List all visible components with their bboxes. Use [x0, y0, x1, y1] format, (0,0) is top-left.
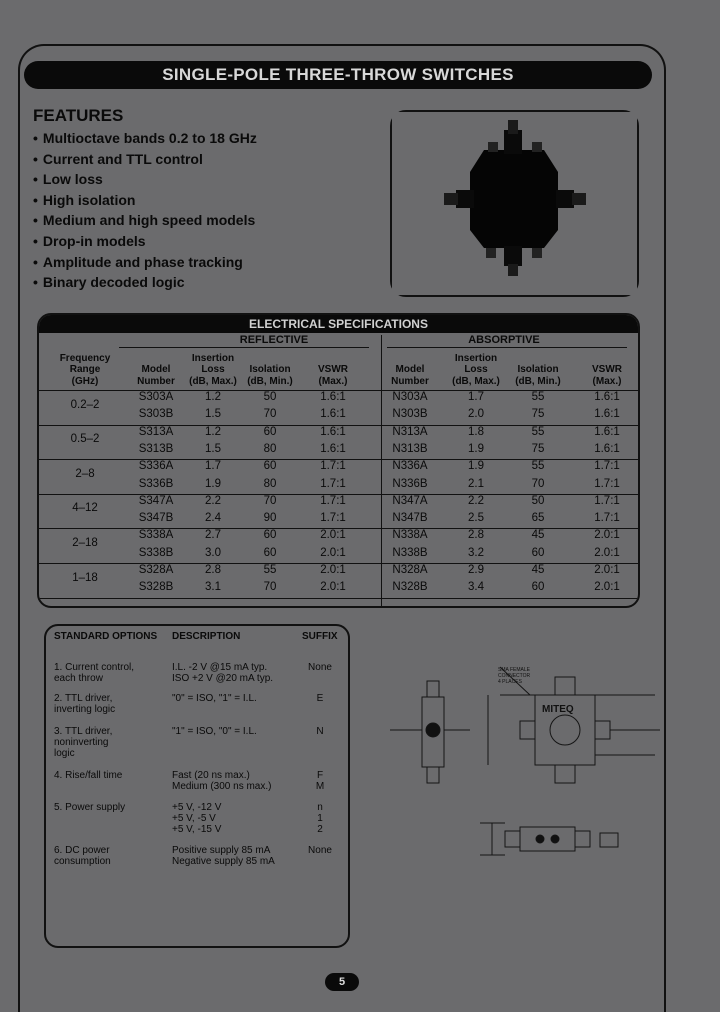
isolation-header: (dB, Min.): [515, 375, 561, 387]
spec-cell: 80: [263, 477, 277, 490]
spec-cell: N347A: [392, 494, 428, 507]
spec-cell: 70: [263, 408, 277, 421]
insertion-loss-header: (dB, Max.): [452, 375, 500, 387]
freq-range-cell: 1–18: [72, 571, 98, 584]
connector-note-1: SMA FEMALE: [498, 667, 530, 673]
option-suffix: None: [308, 662, 332, 673]
brand-label: MITEQ: [542, 704, 574, 715]
freq-range-header: (GHz): [71, 375, 99, 387]
spec-cell: 1.6:1: [594, 442, 620, 455]
spec-cell: 2.2: [468, 494, 484, 507]
spec-cell: 1.6:1: [594, 391, 620, 403]
spec-cell: S338B: [138, 546, 174, 559]
insertion-loss-header: Insertion: [454, 352, 498, 364]
reflective-group-label: REFLECTIVE: [239, 334, 309, 346]
electrical-specifications-table: [37, 313, 640, 608]
option-name: 1. Current control,: [54, 662, 135, 673]
spec-cell: 1.9: [468, 442, 484, 455]
spec-cell: 2.0: [468, 408, 484, 421]
spec-cell: N313A: [392, 425, 428, 438]
spec-cell: 2.8: [205, 564, 221, 576]
vswr-header: VSWR: [318, 364, 348, 375]
mechanical-outline-diagram: [380, 655, 670, 885]
option-suffix: None: [308, 845, 332, 856]
option-description: Fast (20 ns max.): [172, 770, 250, 781]
page-title: SINGLE-POLE THREE-THROW SWITCHES: [24, 61, 652, 89]
spec-cell: 50: [263, 391, 277, 403]
spec-cell: 60: [263, 460, 277, 473]
spec-cell: 1.6:1: [594, 425, 620, 438]
spec-cell: 2.0:1: [594, 529, 620, 542]
feature-item: • Multioctave bands 0.2 to 18 GHz: [33, 128, 257, 149]
options-header: STANDARD OPTIONS: [54, 631, 158, 642]
spec-cell: 2.0:1: [320, 564, 346, 576]
spec-cell: 1.6:1: [320, 408, 346, 421]
freq-range-cell: 0.2–2: [70, 398, 100, 411]
option-suffix: M: [315, 781, 325, 792]
spec-title: ELECTRICAL SPECIFICATIONS: [39, 315, 638, 333]
feature-item: • Low loss: [33, 169, 257, 190]
freq-range-header: Range: [69, 364, 101, 375]
feature-item: • High isolation: [33, 190, 257, 211]
spec-cell: 3.0: [205, 546, 221, 559]
spec-cell: 1.7:1: [594, 477, 620, 490]
spec-cell: 1.5: [205, 442, 221, 455]
vswr-header: (Max.): [318, 375, 348, 387]
spec-cell: 2.0:1: [594, 546, 620, 559]
spec-cell: N303B: [392, 408, 428, 421]
insertion-loss-header: Loss: [464, 364, 488, 375]
spec-cell: N338A: [392, 529, 428, 542]
spec-cell: 2.4: [205, 512, 221, 525]
spec-cell: 2.8: [468, 529, 484, 542]
spec-cell: 3.4: [468, 581, 484, 594]
spec-cell: 55: [531, 391, 545, 403]
option-description: Positive supply 85 mA: [172, 845, 271, 856]
spec-cell: 80: [263, 442, 277, 455]
spec-cell: 2.0:1: [594, 564, 620, 576]
spec-cell: 60: [263, 425, 277, 438]
option-suffix: N: [316, 726, 324, 737]
spec-cell: 1.7:1: [594, 494, 620, 507]
spec-cell: 2.1: [468, 477, 484, 490]
spec-cell: 1.6:1: [594, 408, 620, 421]
spec-cell: 60: [263, 546, 277, 559]
spec-cell: 1.5: [205, 408, 221, 421]
option-description: I.L. -2 V @15 mA typ.: [172, 662, 268, 673]
spec-cell: 1.2: [205, 391, 221, 403]
freq-range-cell: 2–8: [75, 467, 95, 480]
spec-cell: 60: [263, 529, 277, 542]
spec-cell: N338B: [392, 546, 428, 559]
option-name: 3. TTL driver,: [54, 726, 113, 737]
spec-cell: 1.9: [468, 460, 484, 473]
model-header: Model: [141, 364, 171, 375]
isolation-header: (dB, Min.): [247, 375, 293, 387]
spec-cell: 70: [263, 581, 277, 594]
spec-cell: N328A: [392, 564, 428, 576]
spec-cell: 45: [531, 564, 545, 576]
option-suffix: E: [316, 693, 324, 704]
option-suffix: n: [317, 802, 323, 813]
option-description: Medium (300 ns max.): [172, 781, 272, 792]
spec-cell: S347B: [138, 512, 174, 525]
absorptive-group-label: ABSORPTIVE: [468, 334, 540, 346]
spec-cell: S303B: [138, 408, 174, 421]
spec-cell: 2.0:1: [320, 529, 346, 542]
option-description: "1" = ISO, "0" = I.L.: [172, 726, 257, 737]
feature-item: • Drop-in models: [33, 231, 257, 252]
spec-cell: 2.7: [205, 529, 221, 542]
spec-cell: 2.0:1: [594, 581, 620, 594]
spec-cell: 60: [531, 546, 545, 559]
rule: [39, 528, 640, 529]
spec-cell: 2.0:1: [320, 546, 346, 559]
spec-cell: 2.0:1: [320, 581, 346, 594]
spec-cell: N336B: [392, 477, 428, 490]
spec-cell: 1.7: [205, 460, 221, 473]
spec-cell: 1.7:1: [594, 460, 620, 473]
model-header: Model: [395, 364, 425, 375]
feature-item: • Binary decoded logic: [33, 272, 257, 293]
page-number: 5: [325, 973, 359, 991]
spec-cell: N313B: [392, 442, 428, 455]
suffix-header: SUFFIX: [302, 631, 338, 642]
rule: [39, 598, 640, 599]
spec-cell: 1.6:1: [320, 442, 346, 455]
spec-cell: 1.7:1: [594, 512, 620, 525]
spec-cell: 1.6:1: [320, 425, 346, 438]
option-description: "0" = ISO, "1" = I.L.: [172, 693, 257, 704]
option-name: each throw: [54, 673, 103, 684]
freq-range-cell: 4–12: [72, 502, 98, 515]
spec-cell: S303A: [138, 391, 174, 403]
insertion-loss-header: Insertion: [191, 352, 235, 364]
spec-cell: S313A: [138, 425, 174, 438]
option-name: inverting logic: [54, 704, 116, 715]
freq-range-cell: 0.5–2: [70, 433, 100, 446]
spec-cell: N336A: [392, 460, 428, 473]
rule: [387, 347, 627, 348]
standard-options-table: [44, 624, 350, 948]
spec-cell: 1.7:1: [320, 460, 346, 473]
spec-cell: S347A: [138, 494, 174, 507]
option-name: 6. DC power: [54, 845, 110, 856]
spec-cell: N347B: [392, 512, 428, 525]
rule: [39, 563, 640, 564]
freq-range-cell: 2–18: [72, 537, 98, 550]
spec-cell: 65: [531, 512, 545, 525]
product-photo: [390, 110, 639, 297]
rule: [381, 335, 382, 608]
option-name: noninverting: [54, 737, 109, 748]
spec-cell: 75: [531, 442, 545, 455]
spec-cell: 70: [263, 494, 277, 507]
spec-cell: 1.7:1: [320, 477, 346, 490]
vswr-header: VSWR: [592, 364, 622, 375]
rule: [39, 494, 640, 495]
spec-cell: 2.5: [468, 512, 484, 525]
rule: [39, 425, 640, 426]
spec-cell: 45: [531, 529, 545, 542]
spec-cell: 2.9: [468, 564, 484, 576]
feature-item: • Medium and high speed models: [33, 210, 257, 231]
connector-note-2: CONNECTOR: [498, 673, 531, 679]
spec-cell: 70: [531, 477, 545, 490]
switch-module-image: [392, 112, 637, 295]
option-description: ISO +2 V @20 mA typ.: [172, 673, 274, 684]
feature-item: • Current and TTL control: [33, 149, 257, 170]
option-description: +5 V, -12 V: [172, 802, 222, 813]
insertion-loss-header: Loss: [201, 364, 225, 375]
spec-cell: 1.9: [205, 477, 221, 490]
option-description: Negative supply 85 mA: [172, 856, 275, 867]
isolation-header: Isolation: [249, 364, 291, 375]
rule: [119, 347, 369, 348]
spec-cell: 1.7: [468, 391, 484, 403]
connector-note-3: 4 PLACES: [498, 679, 522, 685]
outline-drawing: [380, 655, 670, 890]
rule: [39, 459, 640, 460]
option-name: 2. TTL driver,: [54, 693, 113, 704]
option-suffix: 1: [317, 813, 323, 824]
model-header: Number: [137, 375, 175, 387]
option-name: consumption: [54, 856, 111, 867]
option-name: 5. Power supply: [54, 802, 126, 813]
spec-cell: 1.7:1: [320, 494, 346, 507]
feature-item: • Amplitude and phase tracking: [33, 252, 257, 273]
option-suffix: F: [316, 770, 324, 781]
spec-cell: N328B: [392, 581, 428, 594]
option-description: +5 V, -15 V: [172, 824, 222, 835]
spec-cell: S336A: [138, 460, 174, 473]
spec-cell: 75: [531, 408, 545, 421]
vswr-header: (Max.): [592, 375, 622, 387]
option-suffix: 2: [317, 824, 323, 835]
insertion-loss-header: (dB, Max.): [189, 375, 237, 387]
spec-cell: 1.8: [468, 425, 484, 438]
spec-cell: 60: [531, 581, 545, 594]
spec-cell: 55: [531, 460, 545, 473]
spec-cell: 90: [263, 512, 277, 525]
spec-cell: S336B: [138, 477, 174, 490]
spec-cell: N303A: [392, 391, 428, 403]
spec-cell: 1.2: [205, 425, 221, 438]
model-header: Number: [391, 375, 429, 387]
spec-cell: 1.6:1: [320, 391, 346, 403]
description-header: DESCRIPTION: [172, 631, 241, 642]
spec-cell: 50: [531, 494, 545, 507]
spec-cell: 2.2: [205, 494, 221, 507]
rule: [39, 390, 640, 391]
option-name: logic: [54, 748, 75, 759]
spec-cell: 1.7:1: [320, 512, 346, 525]
isolation-header: Isolation: [517, 364, 559, 375]
spec-cell: S328B: [138, 581, 174, 594]
spec-cell: 3.1: [205, 581, 221, 594]
features-heading: FEATURES: [33, 106, 124, 125]
spec-cell: S328A: [138, 564, 174, 576]
spec-cell: 55: [531, 425, 545, 438]
option-name: 4. Rise/fall time: [54, 770, 123, 781]
spec-cell: 3.2: [468, 546, 484, 559]
spec-cell: 55: [263, 564, 277, 576]
option-description: +5 V, -5 V: [172, 813, 216, 824]
spec-cell: S338A: [138, 529, 174, 542]
freq-range-header: Frequency: [59, 352, 111, 364]
features-list: [33, 128, 257, 293]
spec-cell: S313B: [138, 442, 174, 455]
